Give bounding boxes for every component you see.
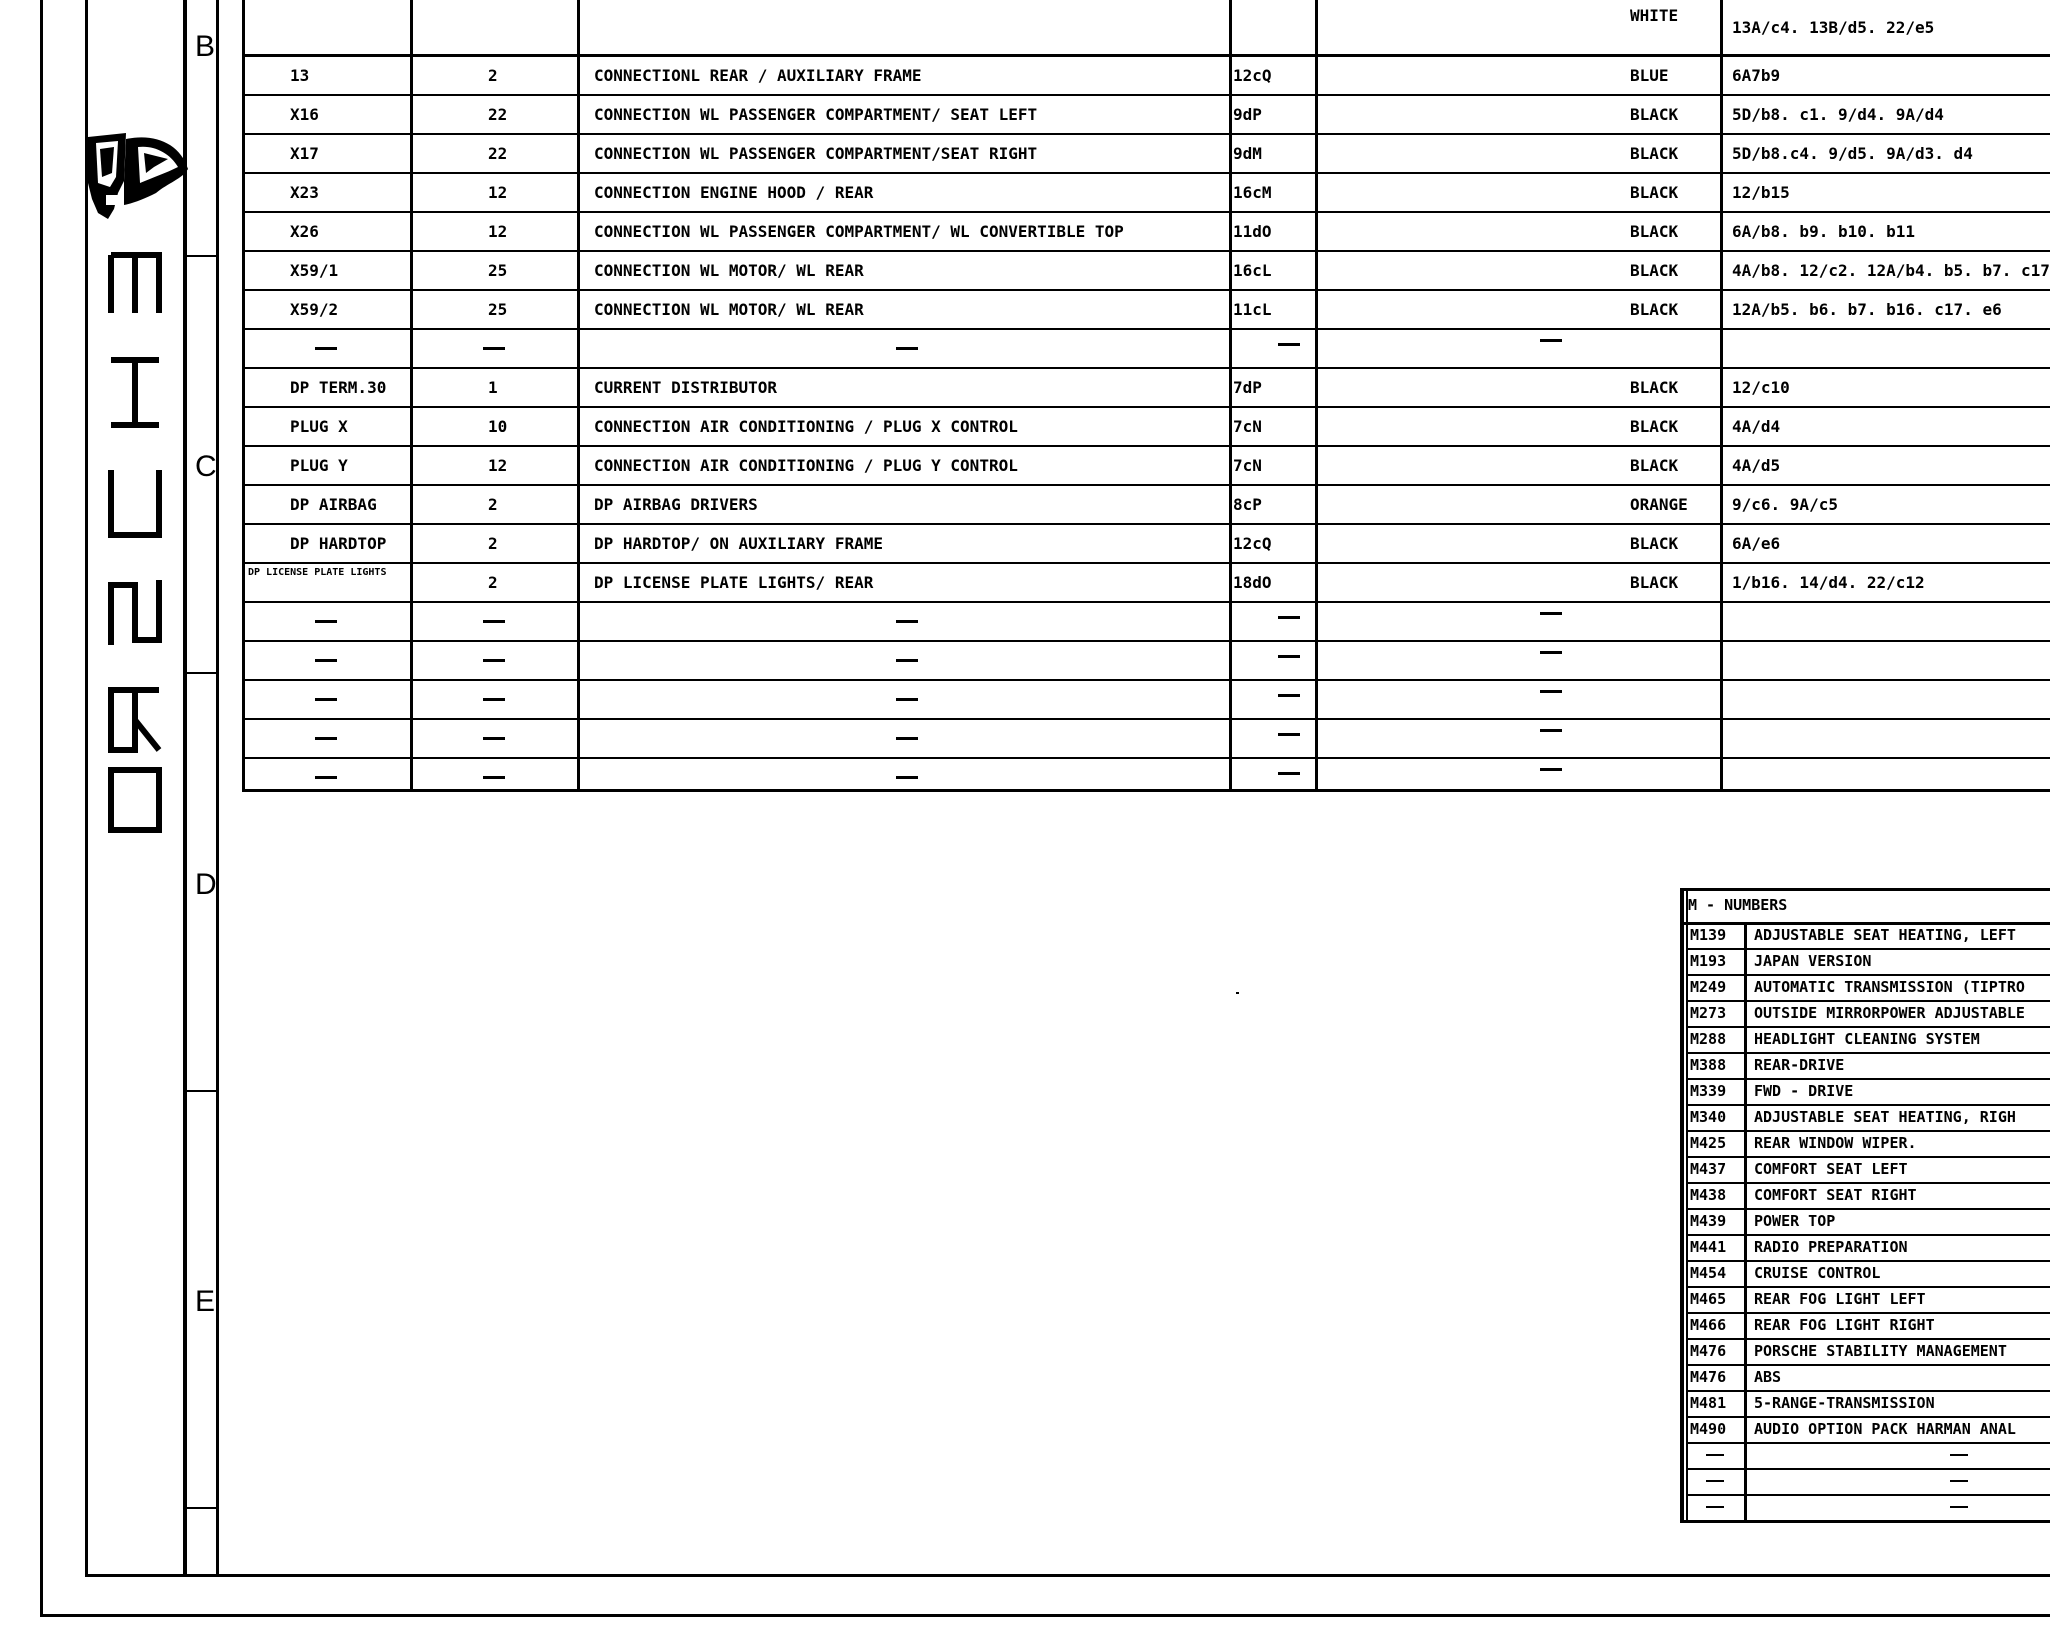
- empty-cell-dash: [1706, 1454, 1724, 1456]
- table-cell-refs: 4A/b8. 12/c2. 12A/b4. b5. b7. c17: [1732, 261, 2050, 280]
- m-number-code: M388: [1690, 1056, 1727, 1074]
- table-cell-refs: 1/b16. 14/d4. 22/c12: [1732, 573, 1925, 592]
- table-cell-location: 8cP: [1233, 495, 1262, 514]
- porsche-wordmark: [106, 250, 164, 840]
- zone-label-c: C: [195, 450, 217, 483]
- table-cell-location: 9dP: [1233, 105, 1262, 124]
- m-table-rule: [1680, 922, 2050, 925]
- table-rule: [242, 94, 2050, 96]
- table-cell-refs: 4A/d4: [1732, 417, 1781, 436]
- table-rule: [242, 250, 2050, 252]
- empty-cell-dash: [1950, 1506, 1968, 1508]
- table-cell-wire-color: BLACK: [1630, 378, 1679, 397]
- m-table-rule: [1686, 1416, 2050, 1418]
- m-number-code: M476: [1690, 1368, 1727, 1386]
- m-table-rule: [1686, 1052, 2050, 1054]
- table-cell-location: 12cQ: [1233, 534, 1272, 553]
- zone-divider: [187, 255, 216, 257]
- frame-zone-line-right: [216, 0, 219, 1577]
- header-color: WHITE: [1630, 6, 1679, 25]
- table-cell-pins: 12: [488, 183, 508, 202]
- table-rule: [242, 679, 2050, 681]
- table-cell-refs: 9/c6. 9A/c5: [1732, 495, 1838, 514]
- table-cell-desc: CONNECTION ENGINE HOOD / REAR: [594, 183, 874, 202]
- table-cell-desc: CONNECTION WL MOTOR/ WL REAR: [594, 261, 864, 280]
- table-cell-wire-color: BLACK: [1630, 222, 1679, 241]
- table-cell-location: 11dO: [1233, 222, 1272, 241]
- m-number-description: OUTSIDE MIRRORPOWER ADJUSTABLE: [1754, 1004, 2025, 1022]
- m-table-rule: [1686, 1078, 2050, 1080]
- header-refs: 13A/c4. 13B/d5. 22/e5: [1732, 18, 1935, 37]
- table-rule: [242, 562, 2050, 564]
- table-rule: [242, 367, 2050, 369]
- table-cell-pins: 2: [488, 66, 498, 85]
- table-cell-desc: CONNECTION WL PASSENGER COMPARTMENT/SEAT RIGHT: [594, 144, 1038, 163]
- frame-bottom-line: [85, 1574, 2050, 1577]
- m-number-code: M340: [1690, 1108, 1727, 1126]
- empty-cell-dash: [1278, 343, 1300, 346]
- m-number-code: M249: [1690, 978, 1727, 996]
- table-cell-refs: 6A7b9: [1732, 66, 1781, 85]
- empty-cell-dash: [1706, 1506, 1724, 1508]
- table-cell-pins: 12: [488, 222, 508, 241]
- m-table-rule: [1680, 888, 1684, 1520]
- m-number-description: AUDIO OPTION PACK HARMAN ANAL: [1754, 1420, 2016, 1438]
- m-table-rule: [1686, 1390, 2050, 1392]
- empty-cell-dash: [1540, 768, 1562, 771]
- m-table-rule: [1686, 948, 2050, 950]
- table-rule: [242, 757, 2050, 759]
- empty-cell-dash: [1278, 772, 1300, 775]
- m-number-description: HEADLIGHT CLEANING SYSTEM: [1754, 1030, 1980, 1048]
- zone-label-e: E: [195, 1285, 216, 1318]
- table-rule: [410, 0, 413, 789]
- table-rule: [242, 133, 2050, 135]
- m-number-code: M193: [1690, 952, 1727, 970]
- table-cell-location: 7dP: [1233, 378, 1262, 397]
- m-number-description: REAR FOG LIGHT LEFT: [1754, 1290, 1926, 1308]
- table-cell-desc: DP LICENSE PLATE LIGHTS/ REAR: [594, 573, 874, 592]
- table-cell-refs: 12/c10: [1732, 378, 1790, 397]
- table-cell-name: X17: [290, 144, 319, 163]
- empty-cell-dash: [896, 776, 918, 779]
- m-number-code: M425: [1690, 1134, 1727, 1152]
- m-number-code: M481: [1690, 1394, 1727, 1412]
- table-cell-name: PLUG Y: [290, 456, 348, 475]
- m-table-rule: [1686, 1156, 2050, 1158]
- empty-cell-dash: [1540, 729, 1562, 732]
- empty-cell-dash: [1540, 612, 1562, 615]
- table-cell-refs: 4A/d5: [1732, 456, 1781, 475]
- empty-cell-dash: [1278, 655, 1300, 658]
- m-number-code: M273: [1690, 1004, 1727, 1022]
- table-cell-location: 16cL: [1233, 261, 1272, 280]
- empty-cell-dash: [1540, 690, 1562, 693]
- m-number-description: CRUISE CONTROL: [1754, 1264, 1881, 1282]
- table-cell-pins: 1: [488, 378, 498, 397]
- table-cell-refs: 12A/b5. b6. b7. b16. c17. e6: [1732, 300, 2002, 319]
- empty-cell-dash: [1950, 1454, 1968, 1456]
- m-number-description: ADJUSTABLE SEAT HEATING, RIGH: [1754, 1108, 2016, 1126]
- table-cell-name: X59/2: [290, 300, 339, 319]
- table-cell-location: 7cN: [1233, 456, 1262, 475]
- m-table-rule: [1686, 888, 1688, 1520]
- table-cell-refs: 12/b15: [1732, 183, 1790, 202]
- m-number-code: M465: [1690, 1290, 1727, 1308]
- table-rule: [242, 0, 245, 789]
- m-number-code: M476: [1690, 1342, 1727, 1360]
- outer-frame-bottom-line: [40, 1614, 2050, 1617]
- m-number-description: ADJUSTABLE SEAT HEATING, LEFT: [1754, 926, 2016, 944]
- empty-cell-dash: [1278, 616, 1300, 619]
- table-rule: [242, 523, 2050, 525]
- zone-divider: [187, 672, 216, 674]
- empty-cell-dash: [1706, 1480, 1724, 1482]
- m-number-description: REAR-DRIVE: [1754, 1056, 1845, 1074]
- m-table-rule: [1744, 922, 1747, 1520]
- empty-cell-dash: [896, 659, 918, 662]
- table-cell-name: 13: [290, 66, 310, 85]
- table-cell-desc: DP AIRBAG DRIVERS: [594, 495, 758, 514]
- table-cell-desc: CURRENT DISTRIBUTOR: [594, 378, 778, 397]
- table-cell-pins: 2: [488, 573, 498, 592]
- m-table-rule: [1686, 1104, 2050, 1106]
- empty-cell-dash: [483, 659, 505, 662]
- table-cell-name: X59/1: [290, 261, 339, 280]
- empty-cell-dash: [315, 659, 337, 662]
- empty-cell-dash: [1278, 733, 1300, 736]
- table-cell-pins: 12: [488, 456, 508, 475]
- table-cell-refs: 6A/e6: [1732, 534, 1781, 553]
- frame-zone-line-left: [183, 0, 187, 1577]
- empty-cell-dash: [483, 698, 505, 701]
- table-cell-refs: 5D/b8.c4. 9/d5. 9A/d3. d4: [1732, 144, 1973, 163]
- m-number-description: PORSCHE STABILITY MANAGEMENT: [1754, 1342, 2007, 1360]
- table-rule: [1229, 0, 1232, 789]
- table-cell-refs: 5D/b8. c1. 9/d4. 9A/d4: [1732, 105, 1944, 124]
- zone-label-b: B: [195, 30, 216, 63]
- empty-cell-dash: [315, 776, 337, 779]
- table-cell-location: 16cM: [1233, 183, 1272, 202]
- empty-cell-dash: [315, 698, 337, 701]
- m-number-code: M288: [1690, 1030, 1727, 1048]
- empty-cell-dash: [483, 776, 505, 779]
- table-cell-location: 11cL: [1233, 300, 1272, 319]
- m-table-rule: [1686, 974, 2050, 976]
- outer-frame-left-line: [40, 0, 43, 1617]
- table-cell-wire-color: BLACK: [1630, 417, 1679, 436]
- empty-cell-dash: [483, 620, 505, 623]
- m-number-description: RADIO PREPARATION: [1754, 1238, 1908, 1256]
- m-table-rule: [1686, 1000, 2050, 1002]
- m-table-rule: [1686, 1234, 2050, 1236]
- table-rule: [242, 211, 2050, 213]
- table-cell-pins: 2: [488, 534, 498, 553]
- table-rule: [242, 172, 2050, 174]
- empty-cell-dash: [1540, 339, 1562, 342]
- table-rule: [242, 328, 2050, 330]
- frame-left-line: [85, 0, 88, 1577]
- table-cell-desc: CONNECTION WL MOTOR/ WL REAR: [594, 300, 864, 319]
- m-table-rule: [1686, 1026, 2050, 1028]
- m-number-description: JAPAN VERSION: [1754, 952, 1872, 970]
- table-rule: [242, 289, 2050, 291]
- table-rule: [242, 445, 2050, 447]
- porsche-crest-logo: [84, 133, 190, 221]
- table-cell-wire-color: BLACK: [1630, 144, 1679, 163]
- table-cell-name: DP HARDTOP: [290, 534, 387, 553]
- table-rule: [1720, 0, 1723, 789]
- table-cell-desc: CONNECTION WL PASSENGER COMPARTMENT/ WL CONVERTIBLE TOP: [594, 222, 1124, 241]
- m-number-code: M490: [1690, 1420, 1727, 1438]
- empty-cell-dash: [483, 347, 505, 350]
- table-cell-refs: 6A/b8. b9. b10. b11: [1732, 222, 1916, 241]
- m-number-code: M438: [1690, 1186, 1727, 1204]
- empty-cell-dash: [896, 698, 918, 701]
- table-rule: [242, 640, 2050, 642]
- table-cell-name: X16: [290, 105, 319, 124]
- m-number-description: AUTOMATIC TRANSMISSION (TIPTRO: [1754, 978, 2025, 996]
- table-cell-name: X26: [290, 222, 319, 241]
- table-rule: [242, 718, 2050, 720]
- m-table-rule: [1686, 1468, 2050, 1470]
- table-cell-desc: DP HARDTOP/ ON AUXILIARY FRAME: [594, 534, 883, 553]
- table-cell-pins: 25: [488, 261, 508, 280]
- m-number-description: REAR WINDOW WIPER.: [1754, 1134, 1917, 1152]
- m-number-description: POWER TOP: [1754, 1212, 1836, 1230]
- table-cell-location: 9dM: [1233, 144, 1262, 163]
- table-cell-wire-color: BLACK: [1630, 183, 1679, 202]
- empty-cell-dash: [315, 620, 337, 623]
- table-cell-wire-color: BLACK: [1630, 300, 1679, 319]
- m-number-code: M466: [1690, 1316, 1727, 1334]
- m-table-rule: [1680, 1520, 2050, 1523]
- m-table-rule: [1686, 1208, 2050, 1210]
- table-rule: [242, 406, 2050, 408]
- m-number-description: FWD - DRIVE: [1754, 1082, 1854, 1100]
- table-cell-pins: 22: [488, 144, 508, 163]
- stray-dot: [1236, 992, 1239, 994]
- table-rule: [242, 54, 2050, 57]
- table-cell-wire-color: ORANGE: [1630, 495, 1688, 514]
- m-table-rule: [1686, 1182, 2050, 1184]
- m-number-code: M139: [1690, 926, 1727, 944]
- empty-cell-dash: [315, 737, 337, 740]
- m-number-code: M454: [1690, 1264, 1727, 1282]
- empty-cell-dash: [483, 737, 505, 740]
- table-cell-pins: 22: [488, 105, 508, 124]
- table-cell-desc: CONNECTIONL REAR / AUXILIARY FRAME: [594, 66, 922, 85]
- table-cell-name: X23: [290, 183, 319, 202]
- m-number-description: COMFORT SEAT LEFT: [1754, 1160, 1908, 1178]
- zone-divider: [187, 1507, 216, 1509]
- table-cell-pins: 25: [488, 300, 508, 319]
- empty-cell-dash: [1540, 651, 1562, 654]
- empty-cell-dash: [1278, 694, 1300, 697]
- m-numbers-title: M - NUMBERS: [1688, 896, 1788, 914]
- table-cell-desc: CONNECTION AIR CONDITIONING / PLUG X CONTROL: [594, 417, 1018, 436]
- m-number-description: COMFORT SEAT RIGHT: [1754, 1186, 1917, 1204]
- m-table-rule: [1686, 1338, 2050, 1340]
- table-rule: [242, 484, 2050, 486]
- empty-cell-dash: [1950, 1480, 1968, 1482]
- table-cell-desc: CONNECTION AIR CONDITIONING / PLUG Y CONTROL: [594, 456, 1018, 475]
- table-cell-location: 12cQ: [1233, 66, 1272, 85]
- m-number-code: M437: [1690, 1160, 1727, 1178]
- m-table-rule: [1686, 1494, 2050, 1496]
- m-number-description: REAR FOG LIGHT RIGHT: [1754, 1316, 1935, 1334]
- m-table-rule: [1686, 1364, 2050, 1366]
- table-cell-wire-color: BLACK: [1630, 534, 1679, 553]
- m-table-rule: [1686, 1260, 2050, 1262]
- table-cell-pins: 10: [488, 417, 508, 436]
- table-cell-wire-color: BLACK: [1630, 573, 1679, 592]
- m-number-code: M439: [1690, 1212, 1727, 1230]
- m-table-rule: [1686, 1130, 2050, 1132]
- table-cell-name: PLUG X: [290, 417, 348, 436]
- empty-cell-dash: [315, 347, 337, 350]
- table-cell-location: 18dO: [1233, 573, 1272, 592]
- table-cell-name: DP TERM.30: [290, 378, 387, 397]
- m-table-rule: [1686, 1442, 2050, 1444]
- table-cell-wire-color: BLUE: [1630, 66, 1669, 85]
- table-cell-location: 7cN: [1233, 417, 1262, 436]
- empty-cell-dash: [896, 737, 918, 740]
- table-rule: [1315, 0, 1318, 789]
- m-table-rule: [1680, 888, 2050, 891]
- table-cell-wire-color: BLACK: [1630, 456, 1679, 475]
- table-cell-pins: 2: [488, 495, 498, 514]
- m-number-description: 5-RANGE-TRANSMISSION: [1754, 1394, 1935, 1412]
- table-cell-wire-color: BLACK: [1630, 105, 1679, 124]
- table-cell-desc: CONNECTION WL PASSENGER COMPARTMENT/ SEAT LEFT: [594, 105, 1038, 124]
- table-cell-wire-color: BLACK: [1630, 261, 1679, 280]
- m-number-code: M441: [1690, 1238, 1727, 1256]
- zone-divider: [187, 1090, 216, 1092]
- table-rule: [577, 0, 580, 789]
- empty-cell-dash: [896, 347, 918, 350]
- table-cell-name: DP LICENSE PLATE LIGHTS: [248, 567, 387, 578]
- m-number-description: ABS: [1754, 1368, 1782, 1386]
- m-table-rule: [1686, 1286, 2050, 1288]
- m-number-code: M339: [1690, 1082, 1727, 1100]
- empty-cell-dash: [896, 620, 918, 623]
- zone-label-d: D: [195, 868, 217, 901]
- table-cell-name: DP AIRBAG: [290, 495, 377, 514]
- table-rule: [242, 789, 2050, 792]
- m-table-rule: [1686, 1312, 2050, 1314]
- table-rule: [242, 601, 2050, 603]
